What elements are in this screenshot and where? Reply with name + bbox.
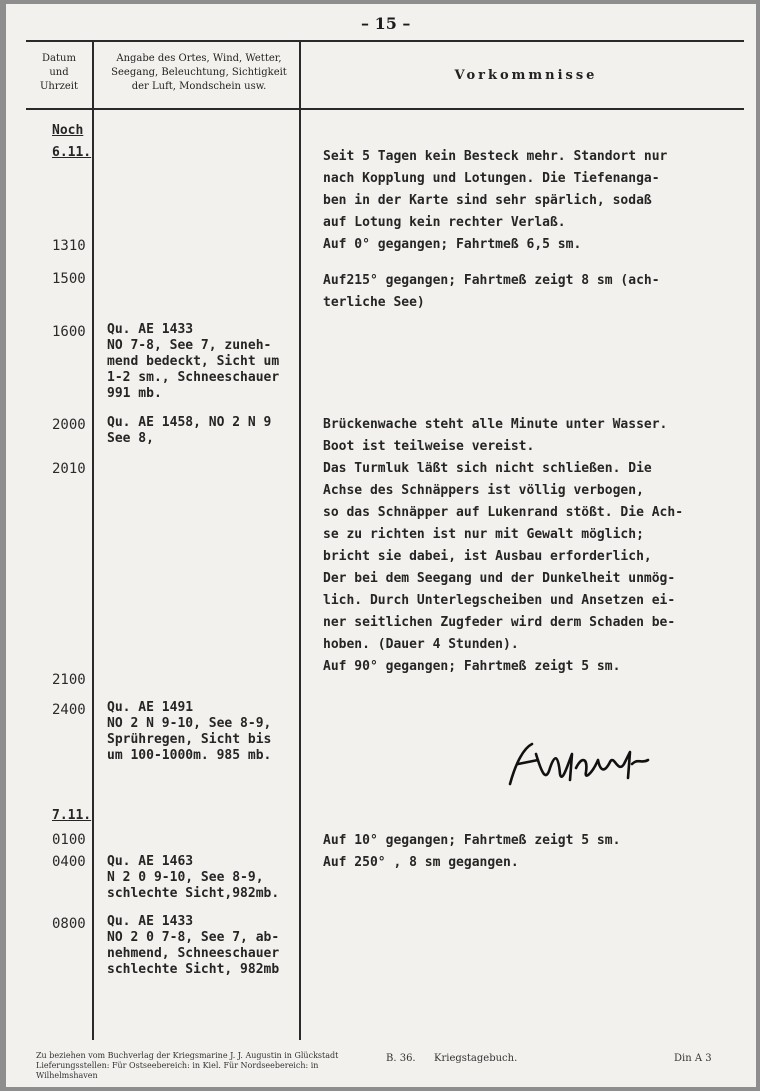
column-divider-1: [92, 40, 94, 1040]
header-bottom-rule: [26, 108, 744, 110]
time-entry: 2010: [52, 461, 86, 477]
event-entry: Seit 5 Tagen kein Besteck mehr. Standort nur nach Kopplung und Lotungen. Die Tiefenanga- ben in der Karte sind sehr spärlich, sodaß auf Lotung kein rechter Verlaß. Auf 0° gegangen; Fahrtmeß 6,5 sm.: [323, 149, 668, 252]
event-entry: Auf215° gegangen; Fahrtmeß zeigt 8 sm (ach- terliche See): [323, 273, 660, 310]
time-entry: 1310: [52, 238, 86, 254]
footer-printer-note: Zu beziehen vom Buchverlag der Kriegsmarine J. J. Augustin in Glückstadt Lieferungsstellen: Für Ostseebereich: in Kiel. Für Nordseebereich: in Wilhelmshaven: [36, 1051, 339, 1080]
date-7-11: 7.11.: [52, 808, 92, 823]
location-weather-entry: Qu. AE 1433 NO 2 0 7-8, See 7, ab- nehmend, Schneeschauer schlechte Sicht, 982mb: [107, 914, 280, 977]
column-divider-2: [299, 40, 301, 1040]
event-entry: Auf 10° gegangen; Fahrtmeß zeigt 5 sm. Auf 250° , 8 sm gegangen.: [323, 833, 621, 870]
location-weather-entry: Qu. AE 1491 NO 2 N 9-10, See 8-9, Sprühregen, Sicht bis um 100-1000m. 985 mb.: [107, 700, 272, 763]
header-location-weather-label: Angabe des Ortes, Wind, Wetter, Seegang, Beleuchtung, Sichtigkeit der Luft, Mondschein usw.: [111, 53, 287, 92]
header-events: Vorkommnisse: [454, 68, 598, 83]
date-6-11: 6.11.: [52, 145, 92, 160]
time-entry: 2100: [52, 672, 86, 688]
location-weather-entry: Qu. AE 1463 N 2 0 9-10, See 8-9, schlechte Sicht,982mb.: [107, 854, 280, 901]
location-weather-entry: Qu. AE 1458, NO 2 N 9 See 8,: [107, 415, 272, 446]
time-entry: 1600: [52, 324, 86, 340]
time-entry: 2000: [52, 417, 86, 433]
footer-form-code: B. 36.: [386, 1053, 416, 1064]
handwritten-signature: [502, 734, 662, 798]
time-entry: 0800: [52, 916, 86, 932]
page-number: – 15 –: [361, 14, 411, 33]
footer-form-name: Kriegstagebuch.: [434, 1053, 518, 1064]
time-entry: 1500: [52, 271, 86, 287]
top-rule: [26, 40, 744, 42]
time-entry: 0100: [52, 832, 86, 848]
header-date-time: [28, 52, 90, 94]
log-page: [6, 4, 756, 1087]
header-location-weather: [96, 52, 302, 94]
location-weather-entry: Qu. AE 1433 NO 7-8, See 7, zuneh- mend bedeckt, Sicht um 1-2 sm., Schneeschauer 991 mb.: [107, 322, 280, 401]
header-date-time-label: Datum und Uhrzeit: [39, 53, 79, 92]
time-entry: 0400: [52, 854, 86, 870]
date-noch: Noch: [52, 123, 84, 138]
event-entry: Brückenwache steht alle Minute unter Wasser. Boot ist teilweise vereist. Das Turmluk läßt sich nicht schließen. Die Achse des Schnäppers ist völlig verbogen, so das Schnäpper auf Lukenrand stößt. Die Ach- se zu richten ist nur mit Gewalt möglich; bricht sie dabei, ist Ausbau erforderlich, Der bei dem Seegang und der Dunkelheit unmög- lich. Durch Unterlegscheiben und Ansetzen ei- ner seitlichen Zugfeder wird derm Schaden be- hoben. (Dauer 4 Stunden). Auf 90° gegangen; Fahrtmeß zeigt 5 sm.: [323, 417, 684, 674]
footer-paper-size: Din A 3: [674, 1053, 712, 1064]
time-entry: 2400: [52, 702, 86, 718]
